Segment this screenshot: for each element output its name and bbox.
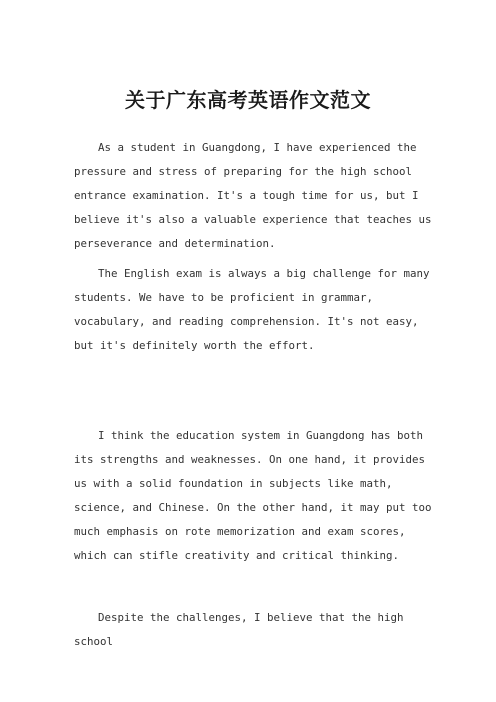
document-title: 关于广东高考英语作文范文 — [125, 88, 371, 112]
paragraph-4: Despite the challenges, I believe that the high school — [74, 611, 404, 648]
paragraph-1: As a student in Guangdong, I have experienced the pressure and stress of preparing for the high school entrance examination. It's a tough time for us, but I believe it's also a valuable experience that teaches us perseverance and determination. — [74, 141, 432, 250]
paragraph-2: The English exam is always a big challenge for many students. We have to be proficient in grammar, vocabulary, and reading comprehension. It's not easy, but it's definitely worth the effort. — [74, 267, 430, 352]
paragraph-3: I think the education system in Guangdong has both its strengths and weaknesses. On one hand, it provides us with a solid foundation in subjects like math, science, and Chinese. On the other hand, it may put too much emphasis on rote memorization and exam scores, which can stifle creativity and critical thinking. — [74, 429, 432, 562]
